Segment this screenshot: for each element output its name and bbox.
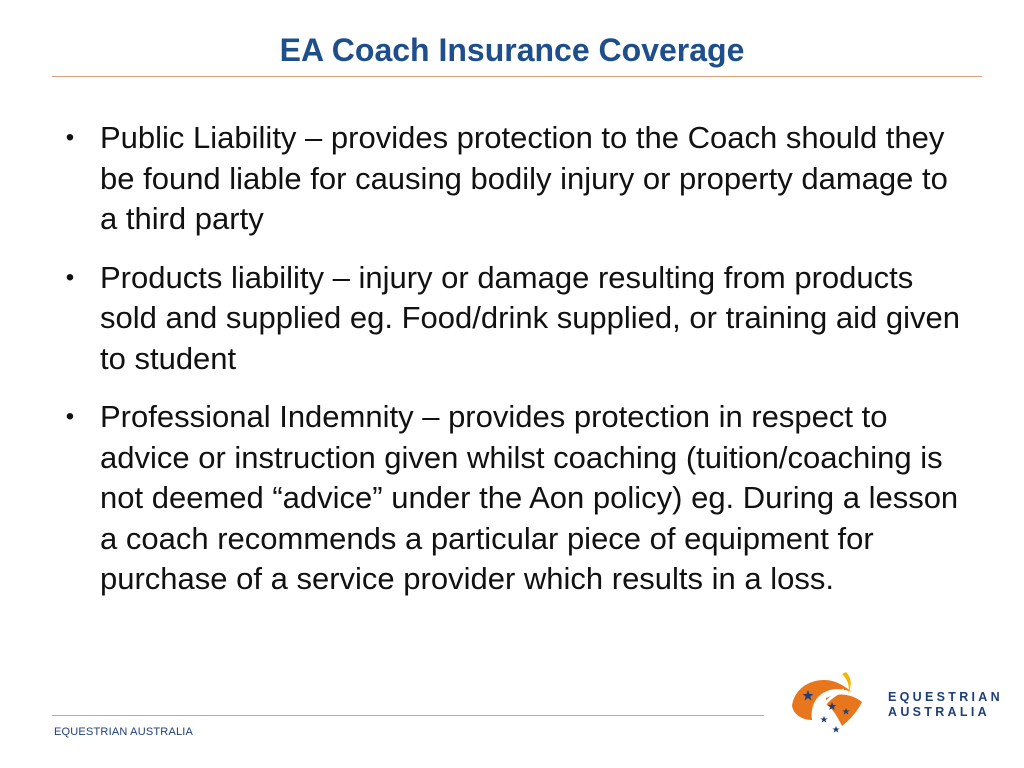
bullet-text: Public Liability – provides protection to the Coach should they be found liable for causing bodily injury or property damage to a third party xyxy=(100,120,948,236)
bullet-item xyxy=(58,397,968,600)
logo-wordmark xyxy=(888,690,1003,720)
bullet-item xyxy=(58,258,968,380)
bullet-text: Professional Indemnity – provides protection in respect to advice or instruction given whilst coaching (tuition/coaching is not deemed “advice” under the Aon policy) eg. During a lesson a coach recommends a particular piece of equipment for purchase of a service provider which results in a loss. xyxy=(100,399,959,596)
bullet-list xyxy=(58,118,968,618)
bullet-dot-icon: • xyxy=(65,263,75,291)
logo-line-2: AUSTRALIA xyxy=(888,705,990,719)
bullet-dot-icon: • xyxy=(65,403,75,430)
logo-line-1: EQUESTRIAN xyxy=(888,690,1003,704)
footer-divider xyxy=(52,715,764,716)
bullet-dot-icon: • xyxy=(65,124,75,151)
equestrian-australia-logo xyxy=(786,668,1003,734)
footer-label: EQUESTRIAN AUSTRALIA xyxy=(54,726,194,738)
slide-title: EA Coach Insurance Coverage xyxy=(279,32,745,68)
bullet-item xyxy=(58,118,968,240)
bullet-text: Products liability – injury or damage resulting from products sold and supplied eg. Food/drink supplied, or training aid given to student xyxy=(100,259,960,376)
title-divider xyxy=(52,76,982,77)
equestrian-australia-logo-icon xyxy=(786,668,870,734)
